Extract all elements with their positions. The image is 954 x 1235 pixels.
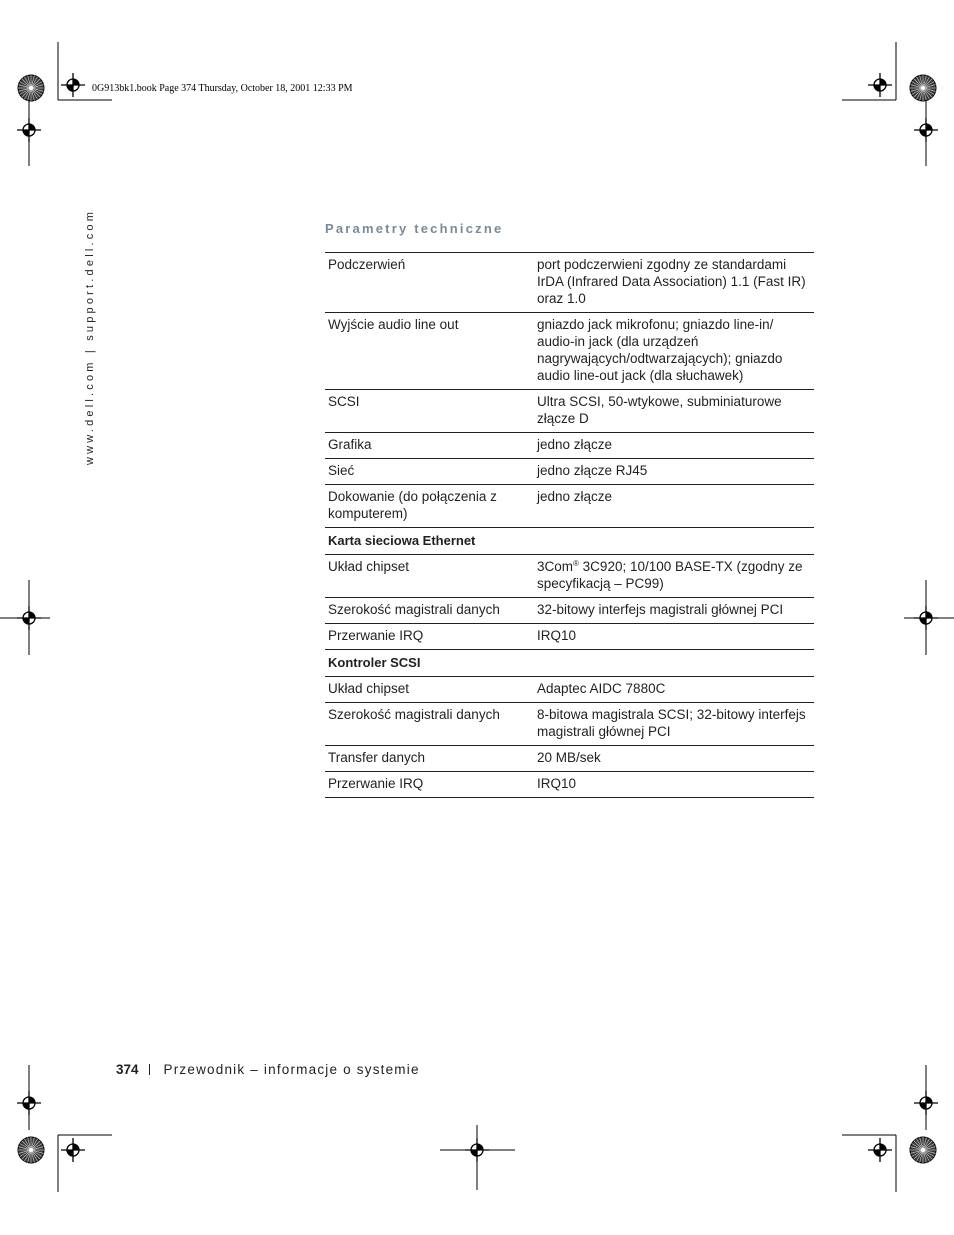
row-value: IRQ10 (531, 624, 814, 650)
row-value: Ultra SCSI, 50-wtykowe, subminiaturowe złącze D (531, 390, 814, 433)
table-row (325, 624, 814, 650)
row-value: 20 MB/sek (531, 746, 814, 772)
row-label: Układ chipset (325, 555, 531, 598)
registered-mark: ® (573, 559, 579, 568)
row-value: 32-bitowy interfejs magistrali głównej PCI (531, 598, 814, 624)
brand-name: 3Com (537, 559, 574, 574)
table-row (325, 253, 814, 313)
row-value: gniazdo jack mikrofonu; gniazdo line-in/ audio-in jack (dla urządzeń nagrywających/odtwarzających); gniazdo audio line-out jack (dla słuchawek) (531, 313, 814, 390)
print-header: 0G913bk1.book Page 374 Thursday, October 18, 2001 12:33 PM (92, 83, 353, 94)
row-label: Przerwanie IRQ (325, 772, 531, 798)
table-row (325, 703, 814, 746)
row-label: Sieć (325, 459, 531, 485)
page-number: 374 (116, 1062, 139, 1077)
row-value: jedno złącze (531, 485, 814, 528)
row-label: Wyjście audio line out (325, 313, 531, 390)
table-section-header (325, 528, 814, 555)
row-value: port podczerwieni zgodny ze standardami IrDA (Infrared Data Association) 1.1 (Fast IR) oraz 1.0 (531, 253, 814, 313)
side-url: www.dell.com | support.dell.com (84, 208, 96, 465)
page-footer (116, 1062, 420, 1077)
row-label: Szerokość magistrali danych (325, 598, 531, 624)
section-header-label: Kontroler SCSI (325, 650, 814, 677)
table-row (325, 390, 814, 433)
row-label: SCSI (325, 390, 531, 433)
row-label: Dokowanie (do połączenia z komputerem) (325, 485, 531, 528)
row-label: Grafika (325, 433, 531, 459)
row-value: 8-bitowa magistrala SCSI; 32-bitowy interfejs magistrali głównej PCI (531, 703, 814, 746)
color-starburst-icon (18, 75, 44, 101)
table-row (325, 677, 814, 703)
spec-table (325, 252, 814, 798)
table-section-header (325, 650, 814, 677)
table-row (325, 598, 814, 624)
registration-target-icon (61, 1138, 85, 1162)
row-value: jedno złącze RJ45 (531, 459, 814, 485)
row-value: jedno złącze (531, 433, 814, 459)
row-value-text: 3C920; 10/100 BASE-TX (zgodny ze specyfikacją – PC99) (537, 559, 803, 591)
color-starburst-icon (910, 75, 936, 101)
table-row (325, 433, 814, 459)
row-label: Szerokość magistrali danych (325, 703, 531, 746)
row-label: Transfer danych (325, 746, 531, 772)
section-title: Parametry techniczne (325, 221, 504, 236)
footer-separator (149, 1064, 150, 1075)
color-starburst-icon (18, 1137, 44, 1163)
row-label: Podczerwień (325, 253, 531, 313)
table-row (325, 746, 814, 772)
table-row (325, 459, 814, 485)
row-label: Układ chipset (325, 677, 531, 703)
row-label: Przerwanie IRQ (325, 624, 531, 650)
registration-target-icon (868, 73, 892, 97)
table-row (325, 555, 814, 598)
footer-title: Przewodnik – informacje o systemie (163, 1062, 420, 1077)
table-row (325, 772, 814, 798)
table-row (325, 313, 814, 390)
row-value: IRQ10 (531, 772, 814, 798)
registration-target-icon (61, 73, 85, 97)
row-value: Adaptec AIDC 7880C (531, 677, 814, 703)
table-row (325, 485, 814, 528)
color-starburst-icon (910, 1137, 936, 1163)
section-header-label: Karta sieciowa Ethernet (325, 528, 814, 555)
row-value (531, 555, 814, 598)
registration-target-icon (868, 1138, 892, 1162)
